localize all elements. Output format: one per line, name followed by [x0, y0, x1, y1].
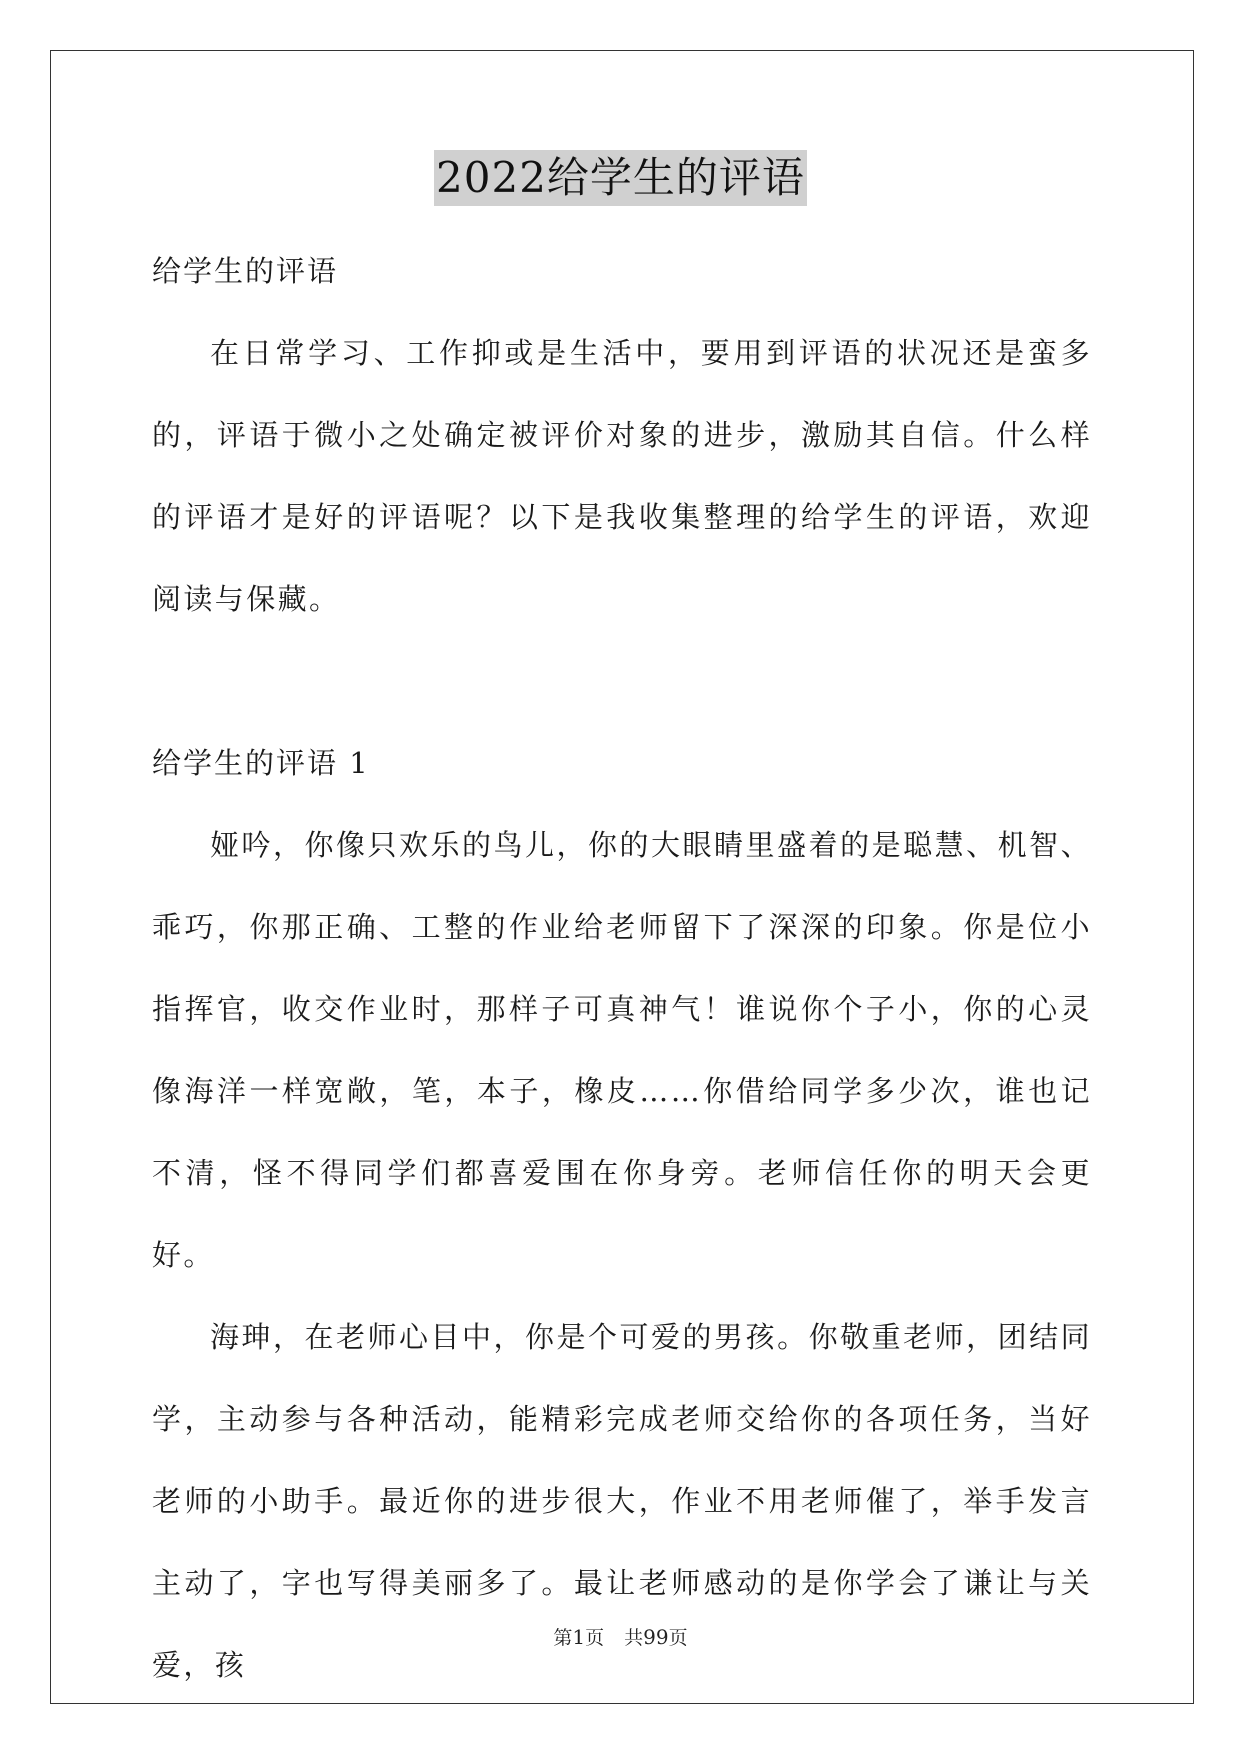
document-title: 2022给学生的评语 [434, 150, 807, 206]
document-body [152, 230, 1092, 1706]
page-prefix: 第 [553, 1627, 573, 1649]
page-footer [0, 1624, 1241, 1651]
title-container [0, 150, 1241, 206]
body-paragraph: 海珅，在老师心目中，你是个可爱的男孩。你敬重老师，团结同学，主动参与各种活动，能精彩完成老师交给你的各项任务，当好老师的小助手。最近你的进步很大，作业不用老师催了，举手发言主动了，字也写得美丽多了。最让老师感动的是你学会了谦让与关爱，孩 [152, 1320, 1092, 1682]
section-heading: 给学生的评语 1 [152, 746, 370, 780]
page-number: 1 [572, 1625, 586, 1649]
page-suffix: 页 [585, 1627, 605, 1649]
body-paragraph: 娅吟，你像只欢乐的鸟儿，你的大眼睛里盛着的是聪慧、机智、乖巧，你那正确、工整的作业给老师留下了深深的印象。你是位小指挥官，收交作业时，那样子可真神气！谁说你个子小，你的心灵像海洋一样宽敞，笔，本子，橡皮……你借给同学多少次，谁也记不清，怪不得同学们都喜爱围在你身旁。老师信任你的明天会更好。 [152, 828, 1092, 1272]
main-heading: 给学生的评语 [152, 254, 339, 288]
total-pages: 99 [643, 1625, 669, 1649]
intro-paragraph: 在日常学习、工作抑或是生活中，要用到评语的状况还是蛮多的，评语于微小之处确定被评价对象的进步，激励其自信。什么样的评语才是好的评语呢？以下是我收集整理的给学生的评语，欢迎阅读与保藏。 [152, 336, 1092, 616]
total-suffix: 页 [668, 1627, 688, 1649]
total-prefix: 共 [624, 1627, 644, 1649]
